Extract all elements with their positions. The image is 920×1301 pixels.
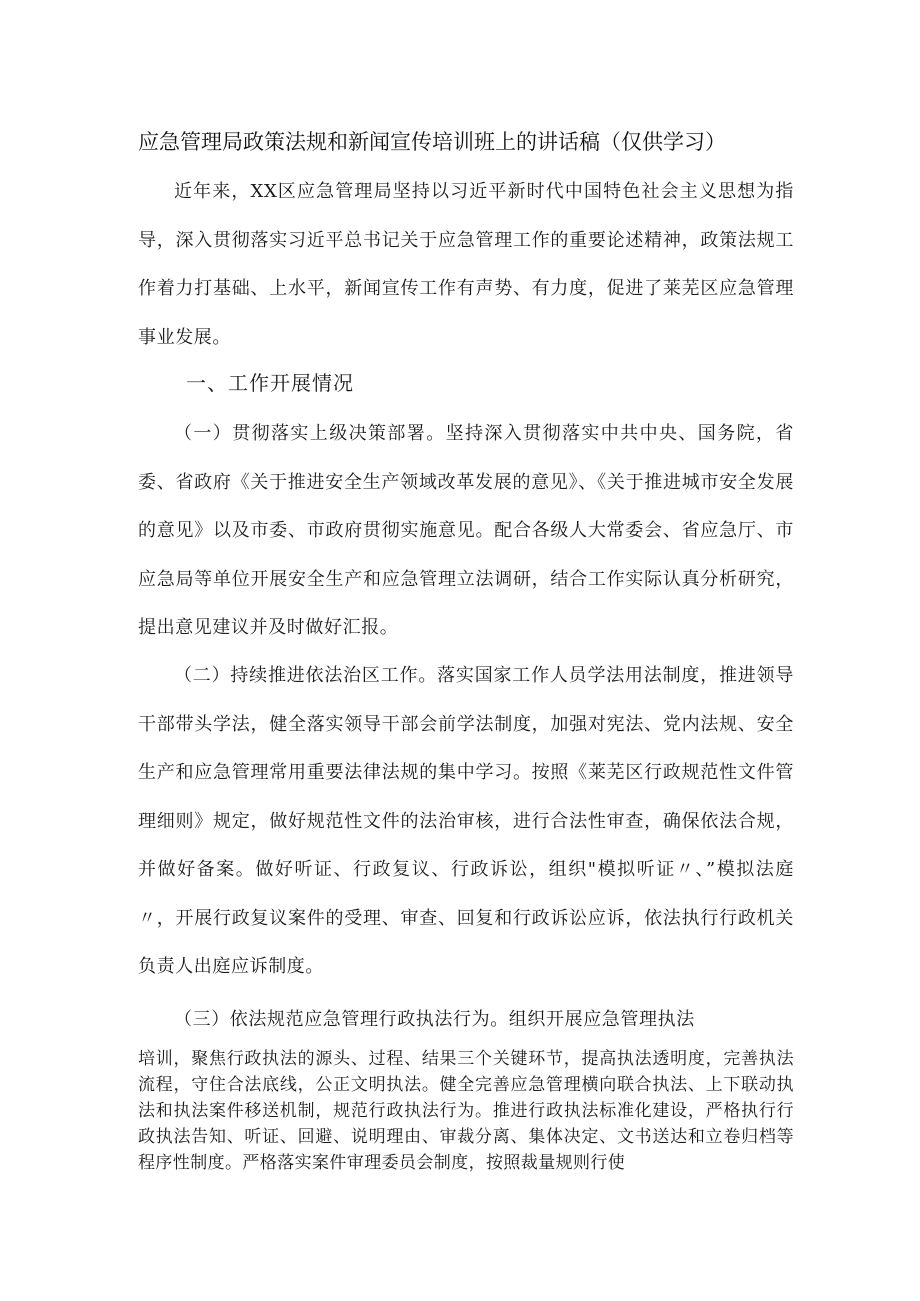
intro-paragraph: 近年来，XX区应急管理局坚持以习近平新时代中国特色社会主义思想为指导，深入贯彻落实习近平总书记关于应急管理工作的重要论述精神，政策法规工作着力打基础、上水平，新闻宣传工作有声势、有力度，促进了莱芜区应急管理事业发展。 bbox=[138, 181, 794, 348]
item-3-lead-line: （三）依法规范应急管理行政执法行为。组织开展应急管理执法 bbox=[174, 1009, 695, 1030]
item-2-paragraph: （二）持续推进依法治区工作。落实国家工作人员学法用法制度，推进领导干部带头学法，健全落实领导干部会前学法制度，加强对宪法、党内法规、安全生产和应急管理常用重要法律法规的集中学习。按照《莱芜区行政规范性文件管理细则》规定，做好规范性文件的法治审核，进行合法性审查，确保依法合规，并做好备案。做好听证、行政复议、行政诉讼，组织"模拟听证〃、”模拟法庭〃，开展行政复议案件的受理、审查、回复和行政诉讼应诉，依法执行行政机关负责人出庭应诉制度。 bbox=[138, 665, 794, 977]
item-1-paragraph: （一）贯彻落实上级决策部署。坚持深入贯彻落实中共中央、国务院，省委、省政府《关于推进安全生产领域改革发展的意见》、《关于推进城市安全发展的意见》以及市委、市政府贯彻实施意见。配合各级人大常委会、省应急厅、市应急局等单位开展安全生产和应急管理立法调研，结合工作实际认真分析研究，提出意见建议并及时做好汇报。 bbox=[138, 423, 794, 638]
item-3-body-paragraph: 培训，聚焦行政执法的源头、过程、结果三个关键环节，提高执法透明度，完善执法流程，守住合法底线，公正文明执法。健全完善应急管理横向联合执法、上下联动执法和执法案件移送机制，规范行政执法行为。推进行政执法标准化建设，严格执行行政执法告知、听证、回避、说明理由、审裁分离、集体决定、文书送达和立卷归档等程序性制度。严格落实案件审理委员会制度，按照裁量规则行使 bbox=[138, 1049, 794, 1173]
document-title: 应急管理局政策法规和新闻宣传培训班上的讲话稿（仅供学习） bbox=[138, 130, 726, 154]
section-heading-1: 一、工作开展情况 bbox=[186, 371, 354, 395]
